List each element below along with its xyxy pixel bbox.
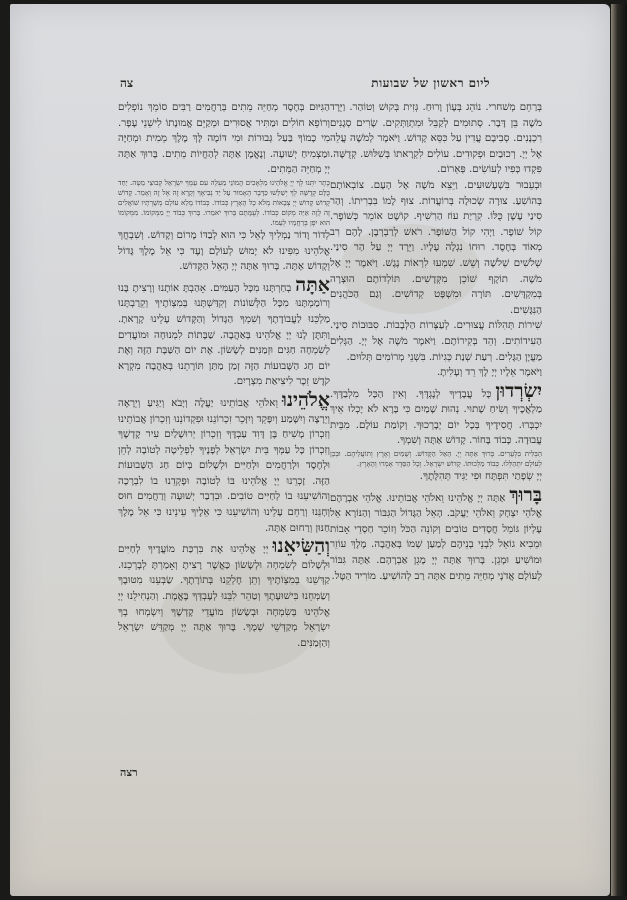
text-paragraph: בְחַרְתָּנוּ מִכָּל הָעַמִּים. אָהַבְתָּ אוֹתָנוּ וְרָצִיתָ בָּנוּ וְרוֹמַמְתָּנוּ מִכָּל הַלְּשׁוֹנוֹת וְקִדַּשְׁתָּנוּ בְּמִצְוֹתֶיךָ וְקֵרַבְתָּנוּ מַלְכֵּנוּ לַעֲבוֹדָתֶךָ וְשִׁמְךָ הַגָּדוֹל וְהַקָּדוֹשׁ עָלֵינוּ קָרָאתָ. וַתִּתֶּן לָנוּ יְיָ אֱלֹהֵינוּ בְּאַהֲבָה. שַׁבָּתוֹת לִמְנוּחָה וּמוֹעֲדִים לְשִׂמְחָה חַגִּים וּזְמַנִּים לְשָׂשׂוֹן. אֶת יוֹם הַשַּׁבָּת הַזֶּה וְאֶת יוֹם חַג הַשָּׁבוּעוֹת הַזֶּה זְמַן מַתַּן תּוֹרָתֵנוּ בְּאַהֲבָה מִקְרָא קֹדֶשׁ זֵכֶר לִיצִיאַת מִצְרָיִם. — [118, 282, 330, 388]
initial-word: בָּרוּךְ — [509, 483, 542, 506]
catchword: רצה — [120, 766, 138, 779]
catchword-line — [120, 766, 490, 782]
page-header — [120, 76, 490, 94]
text-paragraph: וֵאלֹהֵי אֲבוֹתֵינוּ יַעֲלֶה וְיָבֹא וְיַגִּיעַ וְיֵרָאֶה וְיֵרָצֶה וְיִשָּׁמַע וְיִפָּקֵד וְיִזָּכֵר זִכְרוֹנֵנוּ וּפִקְדוֹנֵנוּ וְזִכְרוֹן אֲבוֹתֵינוּ וְזִכְרוֹן מָשִׁיחַ בֶּן דָּוִד עַבְדֶּךָ וְזִכְרוֹן יְרוּשָׁלַיִם עִיר קָדְשֶׁךָ וְזִכְרוֹן כָּל עַמְּךָ בֵּית יִשְׂרָאֵל לְפָנֶיךָ לִפְלֵיטָה לְטוֹבָה לְחֵן וּלְחֶסֶד וּלְרַחֲמִים וּלְחַיִּים וּלְשָׁלוֹם בְּיוֹם חַג הַשָּׁבוּעוֹת הַזֶּה. זָכְרֵנוּ יְיָ אֱלֹהֵינוּ בּוֹ לְטוֹבָה וּפָקְדֵנוּ בוֹ לִבְרָכָה וְהוֹשִׁיעֵנוּ בוֹ לְחַיִּים טוֹבִים. וּבִדְבַר יְשׁוּעָה וְרַחֲמִים חוּס וְחָנֵּנוּ וְרַחֵם עָלֵינוּ וְהוֹשִׁיעֵנוּ כִּי אֵלֶיךָ עֵינֵינוּ כִּי אֵל מֶלֶךְ חַנּוּן וְרַחוּם אָתָּה. — [118, 397, 330, 534]
initial-word: וְהַשִּׂיאֵנוּ — [272, 535, 330, 558]
text-paragraph: בְּרַחֵם מְשׁחרי. נוֹהֵג בְּעָוֹן וָרוּחַ. גְּזִית בְּקוּשׁ וְטוֹהַר. וַיֵּרֶד מֹשֶׁה בֵּן דָּבָר. סְתוּמִים לְקַבֵּל וּמִתְוַתְּקִים. שָׂרִים סְגָנִים רִכְנָנִים. סְבִיבָם עֲדִין עַל כִּסֵּא קָדוֹשׁ. וַיֹּאמֶר לְמֹשֶׁה עֲלֵה אֶל יְיָ. רְכוּבַיִם וּפְקוּדִים. עוֹלִים לִקְרָאתוֹ בְּשִׁלּוּשׁ. קְדֻשָּׁה. פִּקְדוּ כְּפִיו לְעוֹשִׂים. פְּאֵרוֹם. — [330, 102, 542, 176]
text-paragraph: וַיֹּאמֶר אֵלָיו יְיָ לֶךְ רֵד וְעָלִיתָ. — [436, 367, 542, 379]
left-text-column — [118, 100, 330, 750]
small-print-paragraph: הַבְּלִית בִּלְעָרִים. בָּרוּךְ אַתָּה יְיָ. הָאֵל הַקָּדוֹשׁ. וְשָׁמַיִם וְאָרֶץ וְתוֹעֲלֵיהֶם. וּבְכֵן לְעוֹלָם יִתְהַלְּלוּ. כְּבוֹד מַלְכוּתוֹ. קָדוֹשׁ יִשְׂרָאֵל. וְכָל הַסֵּדֶר אָמְרוּ וְהָאָרֶץ. — [330, 449, 542, 469]
right-text-column — [330, 100, 542, 750]
text-paragraph: וּבְעֵבוּר בִּשְׁעָשׁוּעִים. וַיֵּצֵא מֹשֶׁה אֶל הָעָם. צוֹבְאוֹתָם בְּהוֹשִׁעַ. צוּרָה שְׂכוּלָה בְּרוֹעֲדוֹת. צוּף לָמוֹ בִּבְרִיתוֹ. וְהַר סִינַי עָשָׁן כֻּלּוֹ. קִרְיַת עוֹז הַרִשִׁיף. קוֹשֶׁט אוֹמֵר כְּשׁוֹפָר. קוֹל שׁוֹפָר. וַיְהִי קוֹל הַשּׁוֹפָר. רֹאשׁ לְרַבְרְבָן. לָהֶם רִב מְאוֹד בְּחֶסֶד. רוּחוֹ נִגְלָה עָלָיו. וַיֵּרֶד יְיָ עַל הַר סִינַי. שְׁלֹשִׁים שְׁלֹשָׁה וְשֵׁשׁ. שִׁמְעוּ לִרְאוֹת נֶגֶשׁ. וַיֹּאמֶר יְיָ אֶל מֹשֶׁה. תוֹקֶף שׁוֹכֵן מִקְּדָשִׁים. תּוֹלְדוֹתָם הוּצְרָה בְּמִקְדָּשִׁים. תּוֹרָה וּמִשְׁפָּט קְדוֹשִׁים. וְגַם הַכֹּהֲנִים הַנִּגָּשִׁים. — [330, 179, 542, 316]
initial-word: יִשְׂרְדוּן — [495, 379, 542, 402]
text-paragraph: שִׁירוֹת תְּהִלּוֹת עֲצוּרִים. לְעַצְּרוֹת הַלְּבָבוֹת. סִבּוּבוֹת סִינַי. הַעִידוֹתִים. וְהֵד בְּקִירוֹתָם. וַיֹּאמֶר מֹשֶׁה אֶל יְיָ. הַגְּלִים מַעֲיָן הַגָּלִים. רְעַת שְׁנַת כְּגִיוֹת. בִּשְׁנֵי מְרוֹמִים תְּלוּיִם. — [330, 320, 542, 363]
initial-word: אֱלֹהֵינוּ — [281, 388, 330, 411]
text-paragraph: יְיָ אֱלֹהֵינוּ אֶת בִּרְכַּת מוֹעֲדֶיךָ לְחַיִּים וּלְשָׁלוֹם לְשִׂמְחָה וּלְשָׂשׂוֹן כַּאֲשֶׁר רָצִיתָ וְאָמַרְתָּ לְבָרְכֵנוּ. קַדְּשֵׁנוּ בְּמִצְוֹתֶיךָ וְתֵן חֶלְקֵנוּ בְּתוֹרָתֶךָ. שַׂבְּעֵנוּ מִטּוּבֶךָ וְשַׂמְּחֵנוּ בִּישׁוּעָתֶךָ וְטַהֵר לִבֵּנוּ לְעָבְדְּךָ בֶּאֱמֶת. וְהַנְחִילֵנוּ יְיָ אֱלֹהֵינוּ בְּשִׂמְחָה וּבְשָׂשׂוֹן מוֹעֲדֵי קָדְשֶׁךָ וְיִשְׂמְחוּ בְךָ יִשְׂרָאֵל מְקַדְּשֵׁי שְׁמֶךָ. בָּרוּךְ אַתָּה יְיָ מְקַדֵּשׁ יִשְׂרָאֵל וְהַזְּמַנִּים. — [118, 544, 330, 649]
text-paragraph: יְיָ שְׂפָתַי תִּפְתָּח וּפִי יַגִּיד תְּהִלָּתֶךָ. — [419, 471, 542, 483]
folio-number: צה — [120, 76, 134, 90]
text-paragraph: הַגִּיּוּם בְּחֶסֶד מְחַיֵּה מֵתִים בְּרַחֲמִים רַבִּים סוֹמֵךְ נוֹפְלִים וְרוֹפֵא חוֹלִים וּמַתִּיר אֲסוּרִים וּמְקַיֵּם אֱמוּנָתוֹ לִישֵׁנֵי עָפָר. מִי כָמוֹךָ בַּעַל גְּבוּרוֹת וּמִי דּוֹמֶה לָּךְ מֶלֶךְ מֵמִית וּמְחַיֶּה וּמַצְמִיחַ יְשׁוּעָה. וְנֶאֱמָן אַתָּה לְהַחֲיוֹת מֵתִים. בָּרוּךְ אַתָּה יְיָ מְחַיֵּה הַמֵּתִים. — [118, 102, 330, 176]
small-print-paragraph: כֶּתֶר יִתְּנוּ לְךָ יְיָ אֱלֹהֵינוּ מַלְאָכִים הֲמוֹנֵי מַעְלָה עִם עַמְּךָ יִשְׂרָאֵל קְבוּצֵי מַטָּה. יַחַד כֻּלָּם קְדֻשָּׁה לְךָ יְשַׁלֵּשׁוּ כַּדָּבָר הָאָמוּר עַל יַד נְבִיאֶךָ וְקָרָא זֶה אֶל זֶה וְאָמַר. קָדוֹשׁ קָדוֹשׁ קָדוֹשׁ יְיָ צְבָאוֹת מְלֹא כָל הָאָרֶץ כְּבוֹדוֹ. כְּבוֹדוֹ מָלֵא עוֹלָם מְשָׁרְתָיו שׁוֹאֲלִים זֶה לָזֶה אַיֵּה מְקוֹם כְּבוֹדוֹ. לְעֻמָּתָם בָּרוּךְ יֹאמֵרוּ. בָּרוּךְ כְּבוֹד יְיָ מִמְּקוֹמוֹ. מִמְּקוֹמוֹ הוּא יִפֶן בְּרַחֲמָיו לְעַמּוֹ. — [118, 177, 330, 227]
text-paragraph: אַתָּה יְיָ אֱלֹהֵינוּ וֵאלֹהֵי אֲבוֹתֵינוּ. אֱלֹהֵי אַבְרָהָם אֱלֹהֵי יִצְחָק וֵאלֹהֵי יַעֲקֹב. הָאֵל הַגָּדוֹל הַגִּבּוֹר וְהַנּוֹרָא אֵל עֶלְיוֹן גּוֹמֵל חֲסָדִים טוֹבִים וְקוֹנֵה הַכֹּל וְזוֹכֵר חַסְדֵי אָבוֹת וּמֵבִיא גוֹאֵל לִבְנֵי בְנֵיהֶם לְמַעַן שְׁמוֹ בְּאַהֲבָה. מֶלֶךְ עוֹזֵר וּמוֹשִׁיעַ וּמָגֵן. בָּרוּךְ אַתָּה יְיָ מָגֵן אַבְרָהָם. אַתָּה גִּבּוֹר לְעוֹלָם אֲדֹנָי מְחַיֵּה מֵתִים אַתָּה רַב לְהוֹשִׁיעַ. מוֹרִיד הַטָּל. — [330, 492, 542, 582]
running-title: ליום ראשון של שבועות — [371, 76, 490, 90]
text-paragraph: כָּל עֲבָדֶיךָ לְנֶגְדֶּךָ. וְאִין הַכָּל מִלְבַדֶּךָ. מַלְאֲכֶיךָ וְשִׂיחַ שָׁתוּי. נְהוּת שָׁמַיִם כִּי בָּרָא לֹא יָכְלוּ אֵיךְ יִכְבְּרוּ. חֲסִידֶיךָ בְּכָל יוֹם יְבָרְכוּךָ. וְקוֹמַת עוֹלָם. מִבֵּית עֲבוּדָה. כָּבוֹד בָּחוֹר. קָדוֹשׁ אַתָּה וְשִׁמְךָ. — [330, 388, 542, 447]
initial-word: אַתָּה — [295, 273, 330, 296]
page-edge — [611, 4, 627, 896]
text-paragraph: לְדוֹר וָדוֹר נַמְלִיךְ לָאֵל כִּי הוּא לְבַדּוֹ מָרוֹם וְקָדוֹשׁ. וְשִׁבְחֲךָ אֱלֹהֵינוּ מִפִּינוּ לֹא יָמוּשׁ לְעוֹלָם וָעֶד כִּי אֵל מֶלֶךְ גָּדוֹל וְקָדוֹשׁ אָתָּה. בָּרוּךְ אַתָּה יְיָ הָאֵל הַקָּדוֹשׁ. — [118, 229, 330, 273]
